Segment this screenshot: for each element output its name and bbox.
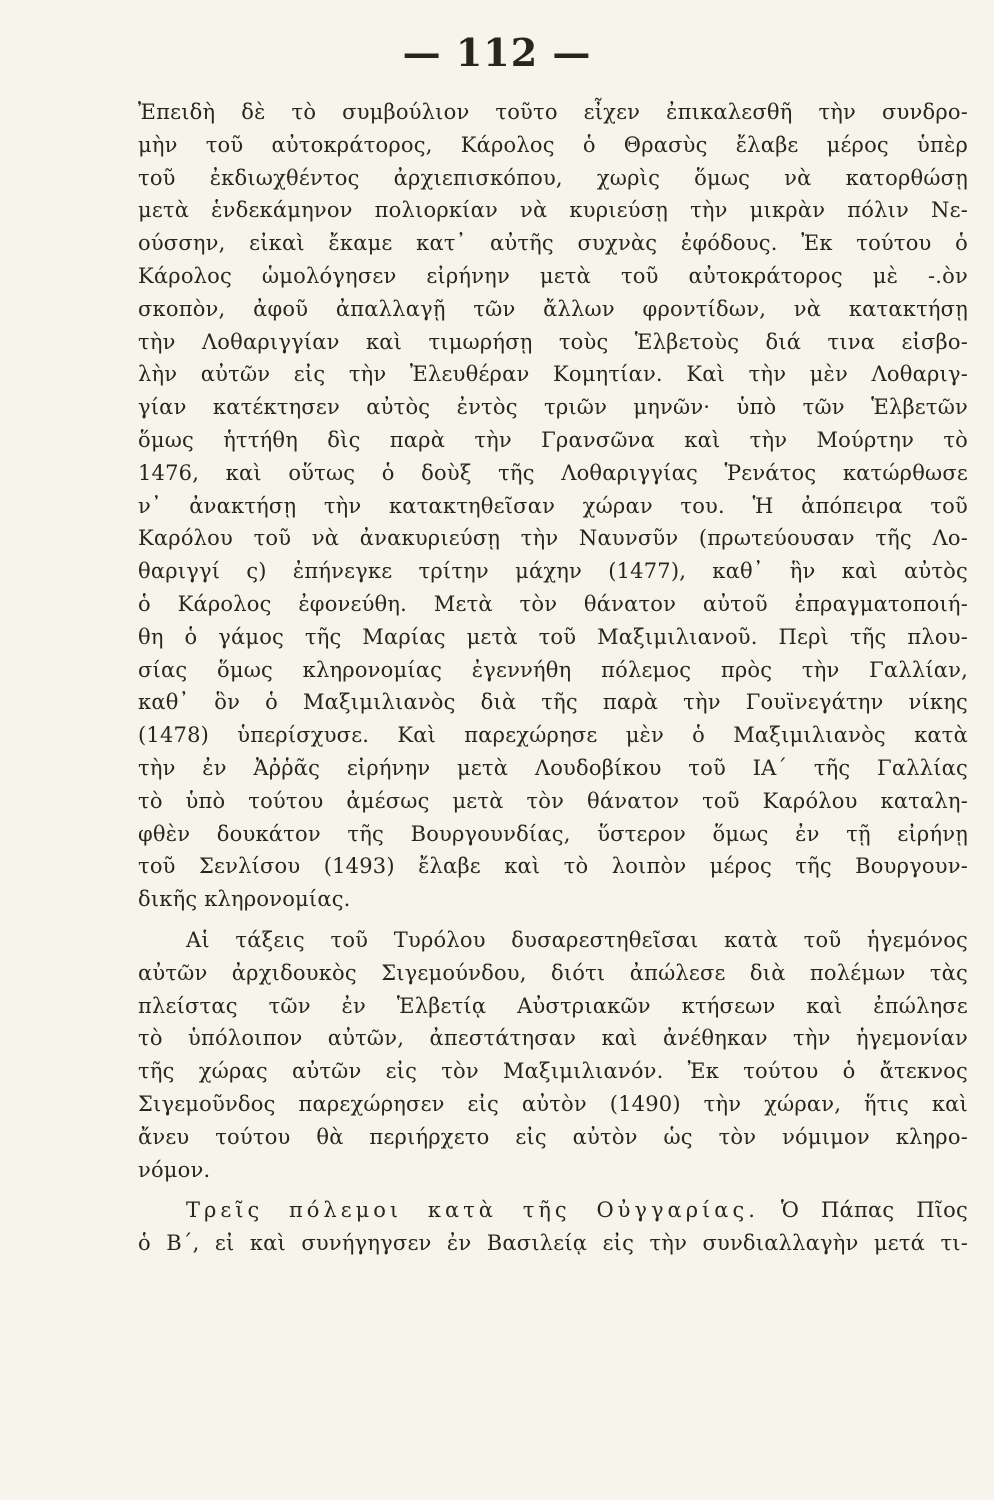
text-line: ν᾽ ἀνακτήσῃ τὴν κατακτηθεῖσαν χώραν του. Ἡ ἀπόπειρα τοῦ bbox=[138, 493, 968, 518]
text-line: Αἱ τάξεις τοῦ Τυρόλου δυσαρεστηθεῖσαι κατὰ τοῦ ἡγεμόνος bbox=[186, 927, 968, 952]
text-line: ἄνευ τούτου θὰ περιήρχετο εἰς αὐτὸν ὡς τὸν νόμιμον κληρο- bbox=[138, 1124, 968, 1149]
text-line: σκοπὸν, ἀφοῦ ἀπαλλαγῇ τῶν ἄλλων φροντίδων, νὰ κατακτήσῃ bbox=[138, 296, 968, 321]
text-line: δικῆς κληρονομίας. bbox=[138, 887, 351, 912]
text-line: τῆς χώρας αὐτῶν εἰς τὸν Μαξιμιλιανόν. Ἐκ τούτου ὁ ἄτεκνος bbox=[138, 1059, 968, 1084]
text-line bbox=[138, 1194, 968, 1227]
text-line: νόμον. bbox=[138, 1157, 211, 1182]
text-line: ὅμως ἡττήθη δὶς παρὰ τὴν Γρανσῶνα καὶ τὴν Μούρτην τὸ bbox=[138, 427, 968, 452]
text-line: μὴν τοῦ αὐτοκράτορος, Κάρολος ὁ Θρασὺς ἔλαβε μέρος ὑπὲρ bbox=[138, 132, 968, 157]
paragraph-2 bbox=[138, 924, 968, 1186]
text-line: αὐτῶν ἀρχιδουκὸς Σιγεμούνδου, διότι ἀπώλεσε διὰ πολέμων τὰς bbox=[138, 960, 968, 985]
body-text bbox=[138, 96, 968, 1260]
text-line: Κάρολος ὡμολόγησεν εἰρήνην μετὰ τοῦ αὐτοκράτορος μὲ -.ὸν bbox=[138, 263, 968, 288]
text-line: τὴν Λοθαριγγίαν καὶ τιμωρήσῃ τοὺς Ἑλβετοὺς διά τινα εἰσβο- bbox=[138, 329, 968, 354]
text-line: γίαν κατέκτησεν αὐτὸς ἐντὸς τριῶν μηνῶν· ὑπὸ τῶν Ἑλβετῶν bbox=[138, 395, 968, 420]
text-line: λὴν αὐτῶν εἰς τὴν Ἐλευθέραν Κομητίαν. Καὶ τὴν μὲν Λοθαριγ- bbox=[138, 362, 968, 387]
text-line: πλείστας τῶν ἐν Ἑλβετίᾳ Αὐστριακῶν κτήσεων καὶ ἐπώλησε bbox=[138, 993, 968, 1018]
paragraph-3 bbox=[138, 1194, 968, 1260]
text-run: Ὁ Πάπας Πῖος bbox=[758, 1198, 968, 1223]
text-line: φθὲν δουκάτον τῆς Βουργουνδίας, ὕστερον ὅμως ἐν τῇ εἰρήνῃ bbox=[138, 821, 968, 846]
text-line: Σιγεμοῦνδος παρεχώρησεν εἰς αὐτὸν (1490) τὴν χώραν, ἥτις καὶ bbox=[138, 1091, 968, 1116]
page-number: — 112 — bbox=[402, 30, 592, 75]
text-line: τοῦ Σενλίσου (1493) ἔλαβε καὶ τὸ λοιπὸν μέρος τῆς Βουργουν- bbox=[138, 854, 968, 879]
text-line: τοῦ ἐκδιωχθέντος ἀρχιεπισκόπου, χωρὶς ὅμως νὰ κατορθώσῃ bbox=[138, 165, 968, 190]
text-line: θαριγγί ς) ἐπήνεγκε τρίτην μάχην (1477), καθ᾽ ἣν καὶ αὐτὸς bbox=[138, 559, 968, 584]
section-heading: Τρεῖς πόλεμοι κατὰ τῆς Οὐγγαρίας. bbox=[186, 1198, 759, 1223]
text-line: Ἐπειδὴ δὲ τὸ συμβούλιον τοῦτο εἶχεν ἐπικαλεσθῆ τὴν συνδρο- bbox=[138, 100, 968, 124]
text-line: ὁ Κάρολος ἐφονεύθη. Μετὰ τὸν θάνατον αὐτοῦ ἐπραγματοποιή- bbox=[138, 591, 968, 616]
text-line: ὁ Β΄, εἰ καὶ συνήγηγσεν ἐν Βασιλείᾳ εἰς τὴν συνδιαλλαγὴν μετά τι- bbox=[138, 1231, 968, 1256]
text-line: Καρόλου τοῦ νὰ ἀνακυριεύσῃ τὴν Ναυνσῦν (πρωτεύουσαν τῆς Λο- bbox=[138, 526, 968, 551]
paragraph-gap bbox=[138, 916, 968, 924]
paragraph-gap bbox=[138, 1186, 968, 1194]
text-line: τὸ ὑπὸ τούτου ἀμέσως μετὰ τὸν θάνατον τοῦ Καρόλου καταλη- bbox=[138, 788, 968, 813]
text-line: καθ᾽ ὃν ὁ Μαξιμιλιανὸς διὰ τῆς παρὰ τὴν Γουϊνεγάτην νίκης bbox=[138, 690, 968, 715]
text-line: θη ὁ γάμος τῆς Μαρίας μετὰ τοῦ Μαξιμιλιανοῦ. Περὶ τῆς πλου- bbox=[138, 624, 968, 649]
text-line: τὸ ὑπόλοιπον αὐτῶν, ἀπεστάτησαν καὶ ἀνέθηκαν τὴν ἡγεμονίαν bbox=[138, 1026, 968, 1051]
text-line: ούσσην, εἰκαὶ ἔκαμε κατ᾽ αὐτῆς συχνὰς ἐφόδους. Ἐκ τούτου ὁ bbox=[138, 231, 968, 256]
paragraph-1 bbox=[138, 96, 968, 916]
text-line: σίας ὅμως κληρονομίας ἐγεννήθη πόλεμος πρὸς τὴν Γαλλίαν, bbox=[138, 657, 968, 682]
text-line: μετὰ ἑνδεκάμηνον πολιορκίαν νὰ κυριεύσῃ τὴν μικρὰν πόλιν Νε- bbox=[138, 198, 968, 223]
text-line: (1478) ὑπερίσχυσε. Καὶ παρεχώρησε μὲν ὁ Μαξιμιλιανὸς κατὰ bbox=[138, 723, 968, 748]
text-line: 1476, καὶ οὕτως ὁ δοὺξ τῆς Λοθαριγγίας Ῥενάτος κατώρθωσε bbox=[138, 460, 968, 485]
text-line: τὴν ἐν Ἀῤῥᾶς εἰρήνην μετὰ Λουδοβίκου τοῦ ΙΑ΄ τῆς Γαλλίας bbox=[138, 755, 968, 780]
